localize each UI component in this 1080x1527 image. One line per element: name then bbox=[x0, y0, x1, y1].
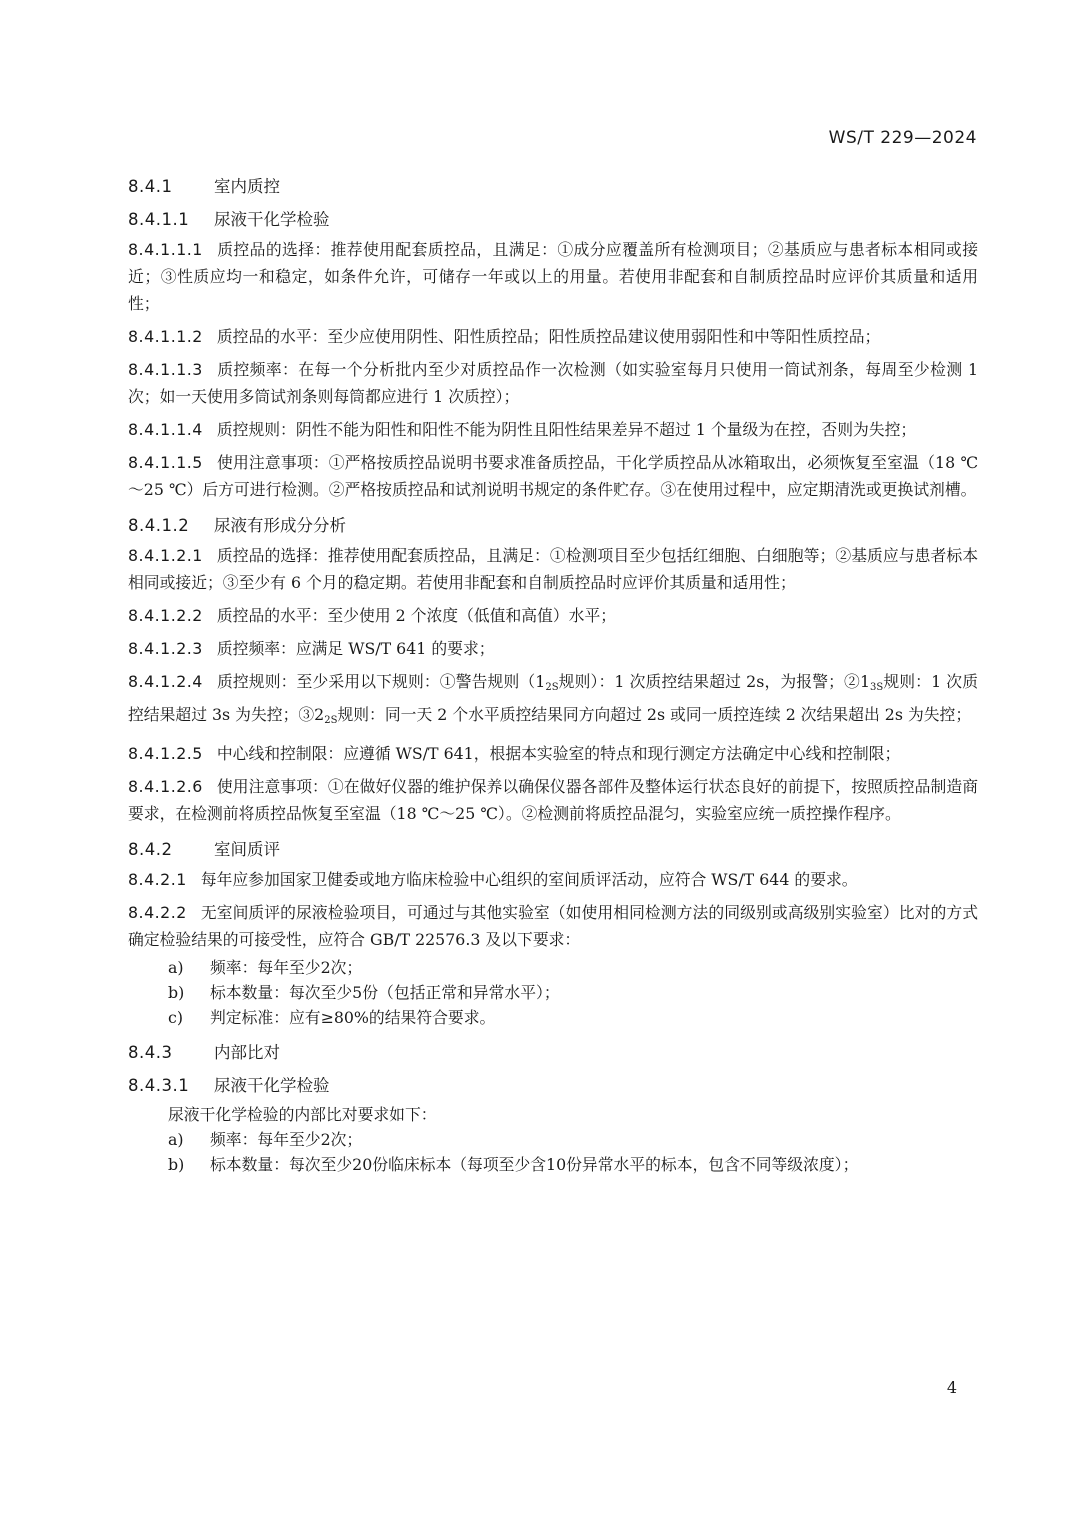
clause-paragraph bbox=[128, 356, 978, 410]
clause-paragraph bbox=[128, 866, 978, 893]
clause-number: 8.4.1.2.2 bbox=[128, 606, 203, 625]
clause-number: 8.4.1.1.3 bbox=[128, 360, 203, 379]
page-number: 4 bbox=[946, 1378, 957, 1397]
rule-subscript: 3S bbox=[870, 682, 884, 693]
clause-number: 8.4.1.2.3 bbox=[128, 639, 203, 658]
section-title: 室内质控 bbox=[214, 177, 280, 196]
clause-paragraph bbox=[128, 416, 978, 443]
clause-number: 8.4.1.1.1 bbox=[128, 240, 203, 259]
clause-number: 8.4.2.2 bbox=[128, 903, 187, 922]
clause-paragraph bbox=[128, 899, 978, 953]
clause-number: 8.4.2.1 bbox=[128, 870, 187, 889]
clause-number: 8.4.1.2.6 bbox=[128, 777, 203, 796]
list-marker: a) bbox=[168, 958, 184, 977]
clause-paragraph bbox=[128, 323, 978, 350]
clause-text: 质控频率：在每一个分析批内至少对质控品作一次检测（如实验室每月只使用一筒试剂条，每周至少检测 1 次；如一天使用多筒试剂条则每筒都应进行 1 次质控）； bbox=[128, 360, 978, 406]
list-text: 频率：每年至少2次； bbox=[210, 958, 363, 977]
section-number: 8.4.1.1 bbox=[128, 210, 190, 229]
list-item bbox=[128, 1127, 978, 1152]
clause-paragraph-rules bbox=[128, 668, 978, 734]
section-title: 尿液有形成分分析 bbox=[214, 516, 346, 535]
clause-text: 质控规则：阴性不能为阳性和阳性不能为阴性且阳性结果差异不超过 1 个量级为在控，否则为失控； bbox=[216, 420, 917, 439]
list-text: 频率：每年至少2次； bbox=[210, 1130, 363, 1149]
list-text: 判定标准：应有≥80%的结果符合要求。 bbox=[210, 1008, 496, 1027]
list-text: 标本数量：每次至少5份（包括正常和异常水平）； bbox=[210, 983, 560, 1002]
section-heading bbox=[128, 833, 978, 866]
section-title: 尿液干化学检验 bbox=[214, 210, 330, 229]
section-heading bbox=[128, 203, 978, 236]
clause-paragraph bbox=[128, 740, 978, 767]
clause-number: 8.4.1.1.2 bbox=[128, 327, 203, 346]
list-item bbox=[128, 1152, 978, 1177]
clause-text: 每年应参加国家卫健委或地方临床检验中心组织的室间质评活动，应符合 WS/T 644 的要求。 bbox=[200, 870, 858, 889]
clause-paragraph bbox=[128, 635, 978, 662]
section-heading bbox=[128, 509, 978, 542]
clause-text-part: 规则：同一天 2 个水平质控结果同方向超过 2s 或同一质控连续 2 次结果超出 2s 为失控； bbox=[337, 705, 972, 724]
document-code-header: WS/T 229—2024 bbox=[828, 128, 977, 148]
section-number: 8.4.3 bbox=[128, 1043, 173, 1062]
section-heading bbox=[128, 1069, 978, 1102]
rule-subscript: 2S bbox=[324, 715, 338, 726]
clause-text-part: 规则：1 次质控结果超过 3s 为失控；③2 bbox=[128, 672, 978, 724]
list-marker: a) bbox=[168, 1130, 184, 1149]
clause-paragraph bbox=[128, 236, 978, 317]
clause-text: 质控品的水平：至少使用 2 个浓度（低值和高值）水平； bbox=[216, 606, 617, 625]
document-body bbox=[128, 170, 978, 1177]
list-item bbox=[128, 980, 978, 1005]
clause-number: 8.4.1.2.1 bbox=[128, 546, 203, 565]
section-number: 8.4.3.1 bbox=[128, 1076, 190, 1095]
clause-paragraph bbox=[128, 602, 978, 629]
list-item bbox=[128, 955, 978, 980]
clause-paragraph bbox=[128, 449, 978, 503]
clause-number: 8.4.1.2.4 bbox=[128, 672, 203, 691]
list-marker: b) bbox=[168, 1155, 185, 1174]
clause-number: 8.4.1.1.4 bbox=[128, 420, 203, 439]
rule-subscript: 2S bbox=[545, 682, 559, 693]
section-number: 8.4.1.2 bbox=[128, 516, 190, 535]
clause-text: 质控频率：应满足 WS/T 641 的要求； bbox=[216, 639, 495, 658]
clause-text: 使用注意事项：①严格按质控品说明书要求准备质控品，干化学质控品从冰箱取出，必须恢复至室温（18 ℃～25 ℃）后方可进行检测。②严格按质控品和试剂说明书规定的条件贮存。③在使用过程中，应定期清洗或更换试剂槽。 bbox=[128, 453, 978, 499]
clause-text: 中心线和控制限：应遵循 WS/T 641，根据本实验室的特点和现行测定方法确定中心线和控制限； bbox=[216, 744, 901, 763]
clause-paragraph bbox=[128, 542, 978, 596]
list-text: 标本数量：每次至少20份临床标本（每项至少含10份异常水平的标本，包含不同等级浓度）； bbox=[210, 1155, 859, 1174]
clause-text-part: 质控规则：至少采用以下规则：①警告规则（1 bbox=[216, 672, 546, 691]
list-marker: c) bbox=[168, 1008, 184, 1027]
section-title: 尿液干化学检验 bbox=[214, 1076, 330, 1095]
clause-text-part: 规则）：1 次质控结果超过 2s，为报警；②1 bbox=[558, 672, 870, 691]
section-number: 8.4.1 bbox=[128, 177, 173, 196]
clause-number: 8.4.1.1.5 bbox=[128, 453, 203, 472]
section-heading bbox=[128, 170, 978, 203]
list-marker: b) bbox=[168, 983, 185, 1002]
list-item bbox=[128, 1005, 978, 1030]
section-title: 室间质评 bbox=[214, 840, 280, 859]
clause-text: 质控品的选择：推荐使用配套质控品，且满足：①成分应覆盖所有检测项目；②基质应与患者标本相同或接近；③性质应均一和稳定，如条件允许，可储存一年或以上的用量。若使用非配套和自制质控品时应评价其质量和适用性； bbox=[128, 240, 978, 313]
clause-text: 无室间质评的尿液检验项目，可通过与其他实验室（如使用相同检测方法的同级别或高级别实验室）比对的方式确定检验结果的可接受性，应符合 GB/T 22576.3 及以下要求： bbox=[128, 903, 978, 949]
clause-text: 使用注意事项：①在做好仪器的维护保养以确保仪器各部件及整体运行状态良好的前提下，按照质控品制造商要求，在检测前将质控品恢复至室温（18 ℃～25 ℃）。②检测前将质控品混匀，实验室应统一质控操作程序。 bbox=[128, 777, 978, 823]
section-heading bbox=[128, 1036, 978, 1069]
clause-number: 8.4.1.2.5 bbox=[128, 744, 203, 763]
section-title: 内部比对 bbox=[214, 1043, 280, 1062]
intro-text: 尿液干化学检验的内部比对要求如下： bbox=[168, 1105, 437, 1124]
clause-paragraph bbox=[128, 773, 978, 827]
clause-text: 质控品的水平：至少应使用阴性、阳性质控品；阳性质控品建议使用弱阳性和中等阳性质控品； bbox=[216, 327, 881, 346]
section-number: 8.4.2 bbox=[128, 840, 173, 859]
clause-text: 质控品的选择：推荐使用配套质控品，且满足：①检测项目至少包括红细胞、白细胞等；②基质应与患者标本相同或接近；③至少有 6 个月的稳定期。若使用非配套和自制质控品时应评价其质量和适用性； bbox=[128, 546, 978, 592]
